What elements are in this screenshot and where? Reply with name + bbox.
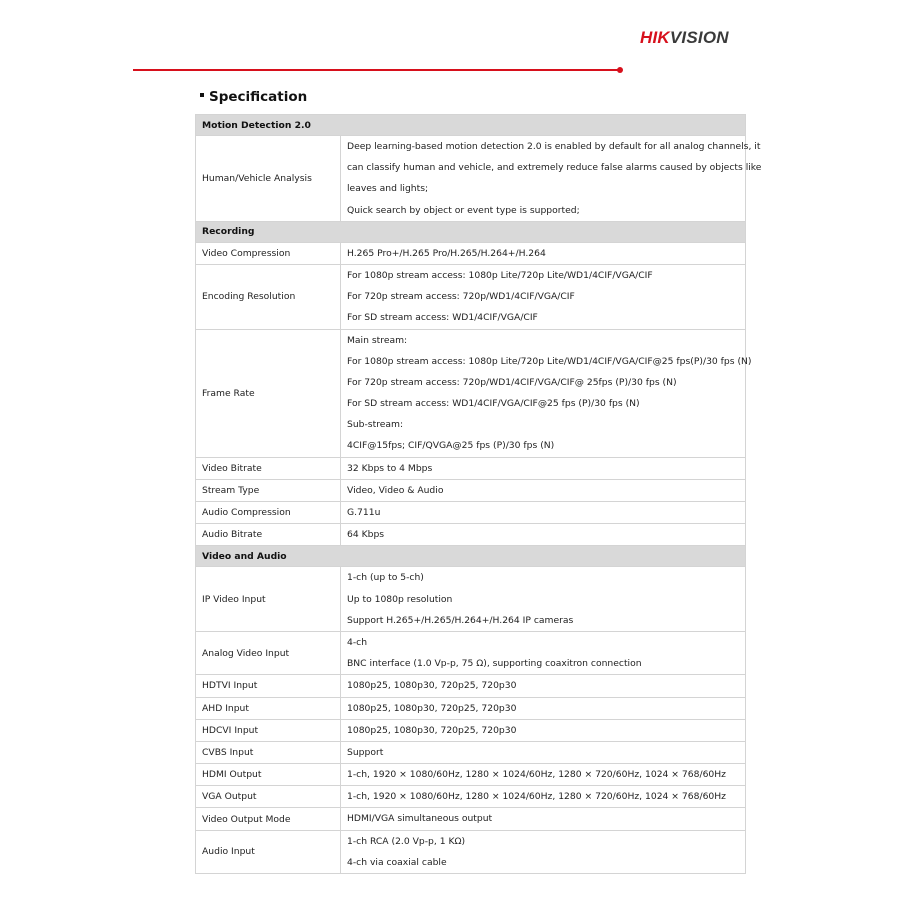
- spec-value-line: 1080p25, 1080p30, 720p25, 720p30: [347, 680, 517, 692]
- spec-value: [341, 136, 762, 222]
- header-divider: [133, 69, 619, 71]
- table-row: [196, 242, 746, 264]
- spec-value: [341, 329, 752, 457]
- spec-value-line: 4-ch: [347, 636, 368, 648]
- spec-value-line: can classify human and vehicle, and extremely reduce false alarms caused by objects like: [347, 162, 762, 174]
- table-row: [196, 764, 746, 786]
- spec-value-line: For 1080p stream access: 1080p Lite/720p Lite/WD1/4CIF/VGA/CIF: [347, 269, 653, 281]
- spec-value: [341, 808, 746, 830]
- spec-value-line: Support: [347, 746, 384, 758]
- spec-label: Encoding Resolution: [196, 264, 341, 329]
- title-bullet-icon: [200, 93, 204, 97]
- spec-label: Audio Compression: [196, 502, 341, 524]
- table-row: [196, 697, 746, 719]
- table-row: [196, 479, 746, 501]
- spec-value: [341, 457, 746, 479]
- hikvision-logo: [640, 28, 729, 48]
- spec-value-line: Quick search by object or event type is supported;: [347, 204, 580, 216]
- section-header-row: [196, 546, 746, 567]
- section-header: Motion Detection 2.0: [196, 115, 746, 136]
- spec-value: [341, 830, 746, 873]
- spec-value-line: G.711u: [347, 507, 381, 518]
- spec-value-line: HDMI/VGA simultaneous output: [347, 813, 493, 825]
- spec-label: HDTVI Input: [196, 675, 341, 697]
- spec-value-line: For 720p stream access: 720p/WD1/4CIF/VGA/CIF@ 25fps (P)/30 fps (N): [347, 376, 677, 388]
- spec-value: [341, 631, 746, 674]
- spec-value: [341, 524, 746, 546]
- section-header-row: [196, 221, 746, 242]
- page-title-text: Specification: [209, 89, 308, 105]
- spec-label: Stream Type: [196, 479, 341, 501]
- table-row: [196, 264, 746, 329]
- table-row: [196, 786, 746, 808]
- spec-value-line: For SD stream access: WD1/4CIF/VGA/CIF@25 fps (P)/30 fps (N): [347, 398, 640, 410]
- spec-label: Video Compression: [196, 242, 341, 264]
- spec-value-line: 1-ch, 1920 × 1080/60Hz, 1280 × 1024/60Hz, 1280 × 720/60Hz, 1024 × 768/60Hz: [347, 769, 726, 781]
- spec-value-line: Video, Video & Audio: [347, 484, 444, 496]
- spec-value-line: Deep learning-based motion detection 2.0 is enabled by default for all analog channels, it: [347, 141, 761, 152]
- spec-value-line: 1080p25, 1080p30, 720p25, 720p30: [347, 702, 517, 714]
- spec-value-line: H.265 Pro+/H.265 Pro/H.265/H.264+/H.264: [347, 247, 546, 259]
- spec-value-line: 64 Kbps: [347, 529, 385, 541]
- spec-label: Video Output Mode: [196, 808, 341, 830]
- section-header: Video and Audio: [196, 546, 746, 567]
- specification-table: [195, 114, 762, 874]
- spec-value: [341, 675, 746, 697]
- spec-value-line: 1-ch (up to 5-ch): [347, 572, 424, 584]
- spec-value-line: 1-ch, 1920 × 1080/60Hz, 1280 × 1024/60Hz, 1280 × 720/60Hz, 1024 × 768/60Hz: [347, 791, 726, 803]
- section-header: Recording: [196, 221, 746, 242]
- spec-value-line: Support H.265+/H.265/H.264+/H.264 IP cameras: [347, 614, 574, 626]
- spec-value-line: Up to 1080p resolution: [347, 593, 453, 605]
- spec-value-line: Sub-stream:: [347, 419, 404, 431]
- table-row: [196, 808, 746, 830]
- table-row: [196, 741, 746, 763]
- spec-value: [341, 719, 746, 741]
- spec-value-line: BNC interface (1.0 Vp-p, 75 Ω), supporting coaxitron connection: [347, 658, 642, 670]
- spec-label: Analog Video Input: [196, 631, 341, 674]
- table-row: [196, 631, 746, 674]
- table-row: [196, 567, 746, 632]
- spec-value: [341, 741, 746, 763]
- spec-value-line: 4-ch via coaxial cable: [347, 856, 447, 868]
- table-row: [196, 830, 746, 873]
- spec-value-line: For 720p stream access: 720p/WD1/4CIF/VGA/CIF: [347, 291, 575, 303]
- spec-label: AHD Input: [196, 697, 341, 719]
- spec-label: Audio Bitrate: [196, 524, 341, 546]
- spec-label: HDCVI Input: [196, 719, 341, 741]
- header-divider-dot: [617, 67, 623, 73]
- table-row: [196, 329, 746, 457]
- spec-label: Video Bitrate: [196, 457, 341, 479]
- spec-value-line: For SD stream access: WD1/4CIF/VGA/CIF: [347, 312, 538, 324]
- spec-value-line: 32 Kbps to 4 Mbps: [347, 462, 433, 474]
- spec-value: [341, 764, 746, 786]
- spec-label: HDMI Output: [196, 764, 341, 786]
- spec-value: [341, 502, 746, 524]
- logo-red-part: HIK: [640, 28, 670, 47]
- page-title: [200, 89, 307, 105]
- table-row: [196, 719, 746, 741]
- table-row: [196, 502, 746, 524]
- spec-value-line: 1-ch RCA (2.0 Vp-p, 1 KΩ): [347, 835, 466, 847]
- spec-value: [341, 786, 746, 808]
- table-row: [196, 457, 746, 479]
- spec-value: [341, 567, 746, 632]
- spec-value: [341, 479, 746, 501]
- table-row: [196, 524, 746, 546]
- table-row: [196, 675, 746, 697]
- spec-value: [341, 242, 746, 264]
- spec-value: [341, 264, 746, 329]
- spec-value-line: 1080p25, 1080p30, 720p25, 720p30: [347, 724, 517, 736]
- spec-label: IP Video Input: [196, 567, 341, 632]
- spec-label: Audio Input: [196, 830, 341, 873]
- spec-label: CVBS Input: [196, 741, 341, 763]
- table-row: [196, 136, 746, 222]
- spec-label: VGA Output: [196, 786, 341, 808]
- spec-value-line: leaves and lights;: [347, 183, 429, 195]
- section-header-row: [196, 115, 746, 136]
- spec-label: Human/Vehicle Analysis: [196, 136, 341, 222]
- spec-value: [341, 697, 746, 719]
- spec-value-line: Main stream:: [347, 334, 408, 346]
- spec-label: Frame Rate: [196, 329, 341, 457]
- spec-value-line: 4CIF@15fps; CIF/QVGA@25 fps (P)/30 fps (N): [347, 440, 555, 452]
- logo-dark-part: VISION: [669, 28, 729, 47]
- spec-value-line: For 1080p stream access: 1080p Lite/720p Lite/WD1/4CIF/VGA/CIF@25 fps(P)/30 fps (N): [347, 355, 752, 367]
